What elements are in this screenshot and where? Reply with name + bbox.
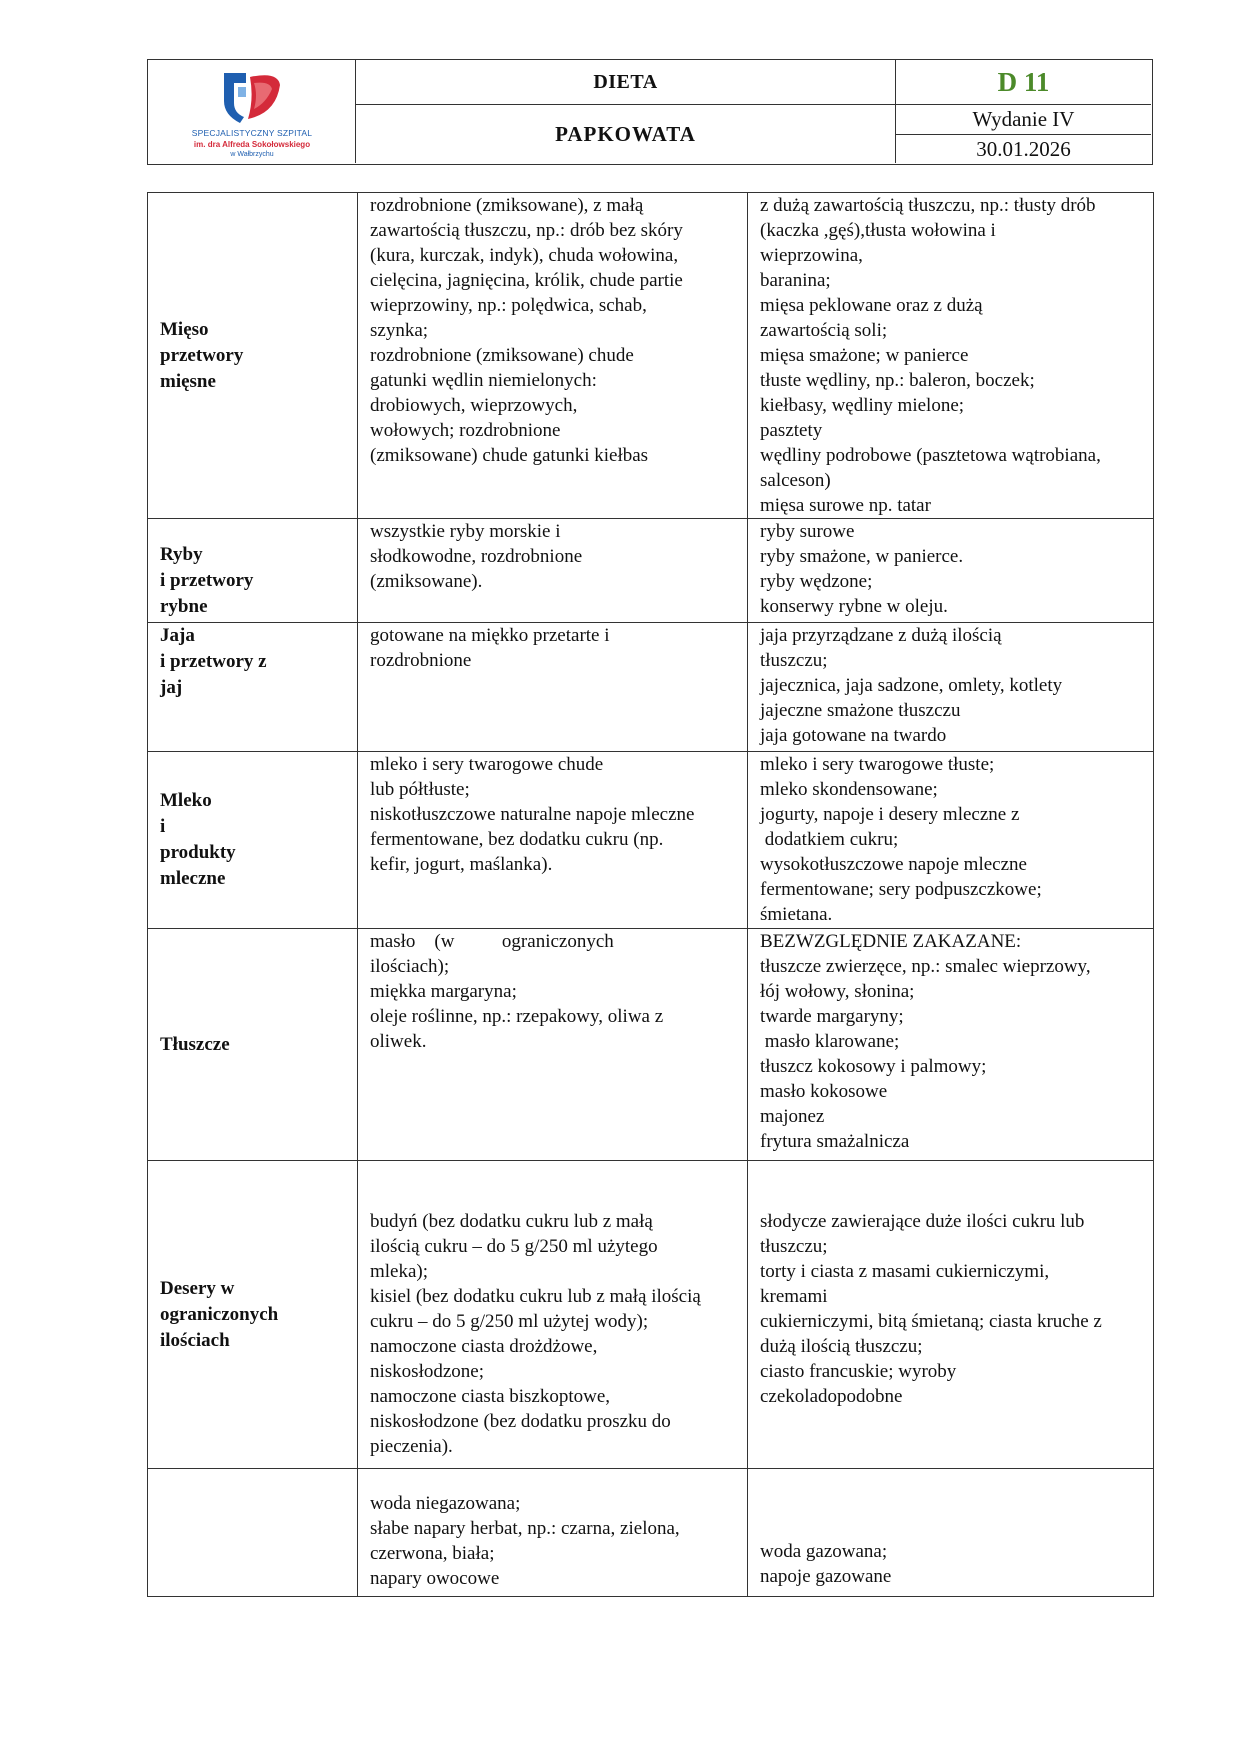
recommended-line: budyń (bez dodatku cukru lub z małą [370,1211,653,1232]
not-recommended-line: masło klarowane; [760,1031,900,1052]
recommended-line: mleko i sery twarogowe chude [370,754,604,775]
category-cell [148,623,358,752]
not-recommended-line: kremami [760,1286,828,1307]
not-recommended-line: tłuszczu; [760,1236,828,1257]
document-code: D 11 [896,60,1151,105]
hospital-logo-icon [220,69,284,127]
recommended-line: słabe napary herbat, np.: czarna, zielona, [370,1518,680,1539]
not-recommended-line: jajecznica, jaja sadzone, omlety, kotlety [760,675,1063,696]
recommended-line: wołowych; rozdrobnione [370,420,561,441]
not-recommended-line: (kaczka ,gęś),tłusta wołowina i [760,220,996,241]
not-recommended-line: wieprzowina, [760,245,863,266]
category-cell [148,1161,358,1469]
recommended-line: gatunki wędlin niemielonych: [370,370,597,391]
category-line: ograniczonych [160,1303,279,1325]
table-row [148,752,1154,929]
recommended-line: (zmiksowane) chude gatunki kiełbas [370,445,649,466]
not-recommended-line: tłuszcz kokosowy i palmowy; [760,1056,987,1077]
recommended-line: rozdrobnione (zmiksowane) chude [370,345,634,366]
not-recommended-line: napoje gazowane [760,1566,892,1587]
document-header [147,59,1153,165]
recommended-line: czerwona, biała; [370,1543,495,1564]
category-line: ilościach [160,1329,230,1351]
recommended-line: ilością cukru – do 5 g/250 ml użytego [370,1236,658,1257]
table-row [148,929,1154,1161]
not-recommended-line: cukierniczymi, bitą śmietaną; ciasta kruche z [760,1311,1102,1332]
recommended-cell [358,1161,748,1469]
table-row [148,1161,1154,1469]
recommended-line: rozdrobnione (zmiksowane), z małą [370,195,644,216]
category-cell [148,1469,358,1597]
not-recommended-line: pasztety [760,420,823,441]
category-line: Mięso [160,318,209,340]
recommended-line: oliwek. [370,1031,427,1052]
diet-table [147,192,1154,1597]
recommended-line: pieczenia). [370,1436,453,1457]
recommended-line: fermentowane, bez dodatku cukru (np. [370,829,664,850]
recommended-cell [358,752,748,929]
not-recommended-line: dużą ilością tłuszczu; [760,1336,923,1357]
category-line: mięsne [160,370,216,392]
table-row [148,1469,1154,1597]
not-recommended-line: zawartością soli; [760,320,888,341]
category-line: Desery w [160,1277,235,1299]
category-line: i [160,816,166,837]
not-recommended-cell [748,519,1154,623]
not-recommended-line: majonez [760,1106,825,1127]
recommended-line: niskosłodzone (bez dodatku proszku do [370,1411,671,1432]
document-meta [896,60,1151,163]
recommended-line: słodkowodne, rozdrobnione [370,546,583,567]
not-recommended-line: łój wołowy, słonina; [760,981,915,1002]
not-recommended-line: baranina; [760,270,831,291]
table-row [148,519,1154,623]
not-recommended-line: ryby wędzone; [760,571,873,592]
not-recommended-line: wędliny podrobowe (pasztetowa wątrobiana, [760,445,1101,466]
title-diet-type: PAPKOWATA [555,121,696,146]
category-line: jaj [160,677,183,698]
table-row [148,623,1154,752]
recommended-line: drobiowych, wieprzowych, [370,395,578,416]
logo-text-line3: w Wałbrzychu [230,151,274,158]
not-recommended-line: jaja przyrządzane z dużą ilością [760,625,1002,646]
category-line: rybne [160,596,208,617]
recommended-cell [358,193,748,519]
not-recommended-line: słodycze zawierające duże ilości cukru lub [760,1211,1085,1232]
recommended-line: woda niegazowana; [370,1493,521,1514]
recommended-cell [358,929,748,1161]
not-recommended-line: jajeczne smażone tłuszczu [760,700,961,721]
not-recommended-line: frytura smażalnicza [760,1131,910,1152]
not-recommended-line: tłuste wędliny, np.: baleron, boczek; [760,370,1035,391]
recommended-line: szynka; [370,320,429,341]
recommended-cell [358,519,748,623]
category-line: i przetwory z [160,651,267,672]
not-recommended-line: jaja gotowane na twardo [760,725,947,746]
not-recommended-line: mięsa peklowane oraz z dużą [760,295,983,316]
not-recommended-line: mięsa surowe np. tatar [760,495,931,516]
not-recommended-line: twarde margaryny; [760,1006,904,1027]
not-recommended-line: czekoladopodobne [760,1386,903,1407]
not-recommended-line: woda gazowana; [760,1541,888,1562]
not-recommended-cell [748,193,1154,519]
title-block [356,60,896,163]
recommended-line: cielęcina, jagnięcina, królik, chude partie [370,270,683,291]
recommended-cell [358,623,748,752]
not-recommended-line: mleko i sery twarogowe tłuste; [760,754,995,775]
not-recommended-line: mięsa smażone; w panierce [760,345,969,366]
category-line: mleczne [160,868,226,889]
not-recommended-line: BEZWZGLĘDNIE ZAKAZANE: [760,931,1022,952]
title-diet: DIETA [356,60,895,105]
recommended-line: rozdrobnione [370,650,472,671]
recommended-line: napary owocowe [370,1568,500,1589]
recommended-line: kisiel (bez dodatku cukru lub z małą ilością [370,1286,701,1307]
not-recommended-line: dodatkiem cukru; [760,829,899,850]
hospital-logo [148,60,356,163]
recommended-line: gotowane na miękko przetarte i [370,625,610,646]
recommended-line: (zmiksowane). [370,571,483,592]
recommended-line: wszystkie ryby morskie i [370,521,561,542]
not-recommended-cell [748,1469,1154,1597]
recommended-line: oleje roślinne, np.: rzepakowy, oliwa z [370,1006,664,1027]
logo-text-line2: im. dra Alfreda Sokołowskiego [193,140,311,149]
not-recommended-line: śmietana. [760,904,833,925]
not-recommended-line: z dużą zawartością tłuszczu, np.: tłusty drób [760,195,1096,216]
category-line: Tłuszcze [160,1033,230,1055]
not-recommended-line: fermentowane; sery podpuszczkowe; [760,879,1042,900]
not-recommended-line: wysokotłuszczowe napoje mleczne [760,854,1027,875]
not-recommended-line: kiełbasy, wędliny mielone; [760,395,965,416]
not-recommended-line: ryby smażone, w panierce. [760,546,964,567]
category-cell [148,752,358,929]
recommended-line: niskosłodzone; [370,1361,484,1382]
recommended-line: kefir, jogurt, maślanka). [370,854,553,875]
category-cell [148,193,358,519]
not-recommended-line: konserwy rybne w oleju. [760,596,948,617]
recommended-line: masło (w ograniczonych [370,931,614,952]
recommended-line: namoczone ciasta biszkoptowe, [370,1386,611,1407]
not-recommended-line: tłuszczu; [760,650,828,671]
not-recommended-cell [748,1161,1154,1469]
logo-text-line1: SPECJALISTYCZNY SZPITAL [191,128,313,138]
recommended-line: wieprzowiny, np.: polędwica, schab, [370,295,647,316]
not-recommended-cell [748,929,1154,1161]
category-cell [148,519,358,623]
not-recommended-line: ryby surowe [760,521,855,542]
edition-date: 30.01.2026 [976,136,1071,161]
not-recommended-line: tłuszcze zwierzęce, np.: smalec wieprzowy, [760,956,1091,977]
recommended-line: (kura, kurczak, indyk), chuda wołowina, [370,245,679,266]
recommended-line: zawartością tłuszczu, np.: drób bez skóry [370,220,683,241]
category-line: Jaja [160,625,195,646]
recommended-line: namoczone ciasta drożdżowe, [370,1336,598,1357]
not-recommended-line: torty i ciasta z masami cukierniczymi, [760,1261,1050,1282]
recommended-line: cukru – do 5 g/250 ml użytej wody); [370,1311,649,1332]
recommended-cell [358,1469,748,1597]
not-recommended-cell [748,752,1154,929]
not-recommended-line: jogurty, napoje i desery mleczne z [760,804,1020,825]
category-cell [148,929,358,1161]
not-recommended-line: salceson) [760,470,831,491]
category-line: Mleko [160,790,212,811]
recommended-line: lub półtłuste; [370,779,470,800]
category-line: i przetwory [160,570,254,591]
recommended-line: miękka margaryna; [370,981,517,1002]
recommended-line: mleka); [370,1261,429,1282]
table-row [148,193,1154,519]
recommended-line: ilościach); [370,956,450,977]
not-recommended-line: masło kokosowe [760,1081,888,1102]
not-recommended-line: mleko skondensowane; [760,779,938,800]
not-recommended-line: ciasto francuskie; wyroby [760,1361,957,1382]
category-line: Ryby [160,544,203,565]
not-recommended-cell [748,623,1154,752]
recommended-line: niskotłuszczowe naturalne napoje mleczne [370,804,695,825]
category-line: produkty [160,842,236,863]
edition-label: Wydanie IV [896,105,1151,135]
category-line: przetwory [160,344,244,366]
